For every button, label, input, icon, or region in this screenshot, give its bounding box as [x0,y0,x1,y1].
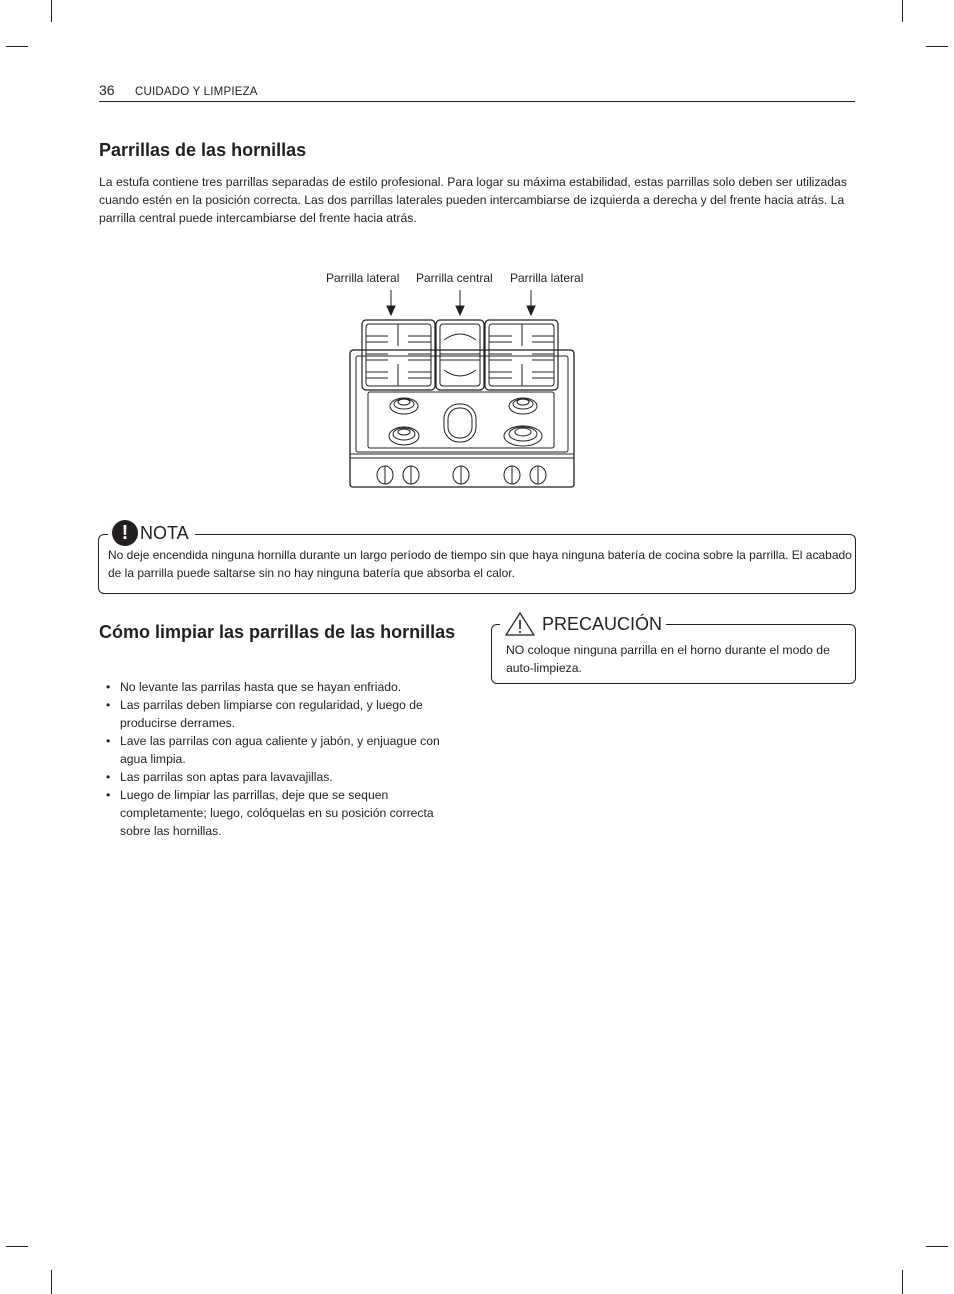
crop-mark [926,46,948,47]
burner-left-front [389,427,419,445]
knob [504,466,520,484]
grate-left [362,320,435,390]
label-center-grate: Parrilla central [416,271,493,285]
grate-right [485,320,558,390]
caution-title: PRECAUCIÓN [542,613,663,634]
list-item: • Las parrilas deben limpiarse con regularidad, y luego de producirse derrames. [104,696,454,732]
burner-right-rear [509,398,537,414]
grates-intro: La estufa contiene tres parrillas separadas de estilo profesional. Para logar su máxima estabilidad, estas parrillas solo deben ser utilizadas cuando estén en la posición correcta. Las dos parrillas laterales pueden intercambiarse de izquierda a derecha y del frente hacia atrás. La parrilla central puede intercambiarse del frente hacia atrás. [99,175,847,225]
note-header [108,519,195,547]
arrow-center [456,290,464,315]
list-item: • Las parrilas son aptas para lavavajillas. [104,768,454,786]
grate-center [436,320,484,390]
burner-center-oval [444,404,476,442]
label-side-grate-left: Parrilla lateral [326,271,400,285]
crop-mark [6,1246,28,1247]
page-number: 36 [99,82,115,98]
cleaning-list [104,678,454,840]
grates-heading: Parrillas de las hornillas [99,140,307,160]
crop-mark [902,0,903,22]
exclamation-circle-icon: ! [112,520,138,546]
note-text: No deje encendida ninguna hornilla durante un largo período de tiempo sin que haya ninguna batería de cocina sobre la parrilla. El acabado de la parrilla puede saltarse sin no hay ninguna batería que absorba el calor. [108,548,852,580]
caution-text [506,641,846,677]
warning-triangle-icon [504,611,536,637]
list-item: • No levante las parrilas hasta que se hayan enfriado. [104,678,454,696]
arrow-right [527,290,535,315]
crop-mark [926,1246,948,1247]
page-header [99,82,855,102]
burner-right-front [504,426,542,446]
label-side-grate-right: Parrilla lateral [510,271,584,285]
section-label: CUIDADO Y LIMPIEZA [135,86,258,98]
cooktop-illustration [340,284,580,492]
note-title: NOTA [140,522,189,543]
caution-text-strong: NO [506,643,525,657]
knob [377,466,393,484]
knob [453,466,469,484]
crop-mark [902,1270,903,1294]
crop-mark [51,1270,52,1294]
arrow-left [387,290,395,315]
list-item: • Lave las parrilas con agua caliente y jabón, y enjuague con agua limpia. [104,732,454,768]
knob [403,466,419,484]
burner-left-rear [390,398,418,414]
crop-mark [6,46,28,47]
crop-mark [51,0,52,22]
knob [530,466,546,484]
caution-header [500,610,666,638]
caution-text-body: coloque ninguna parrilla en el horno durante el modo de auto-limpieza. [506,643,830,675]
cleaning-heading: Cómo limpiar las parrillas de las hornillas [99,622,456,642]
list-item: • Luego de limpiar las parrillas, deje que se sequen completamente; luego, colóquelas en su posición correcta sobre las hornillas. [104,786,454,840]
